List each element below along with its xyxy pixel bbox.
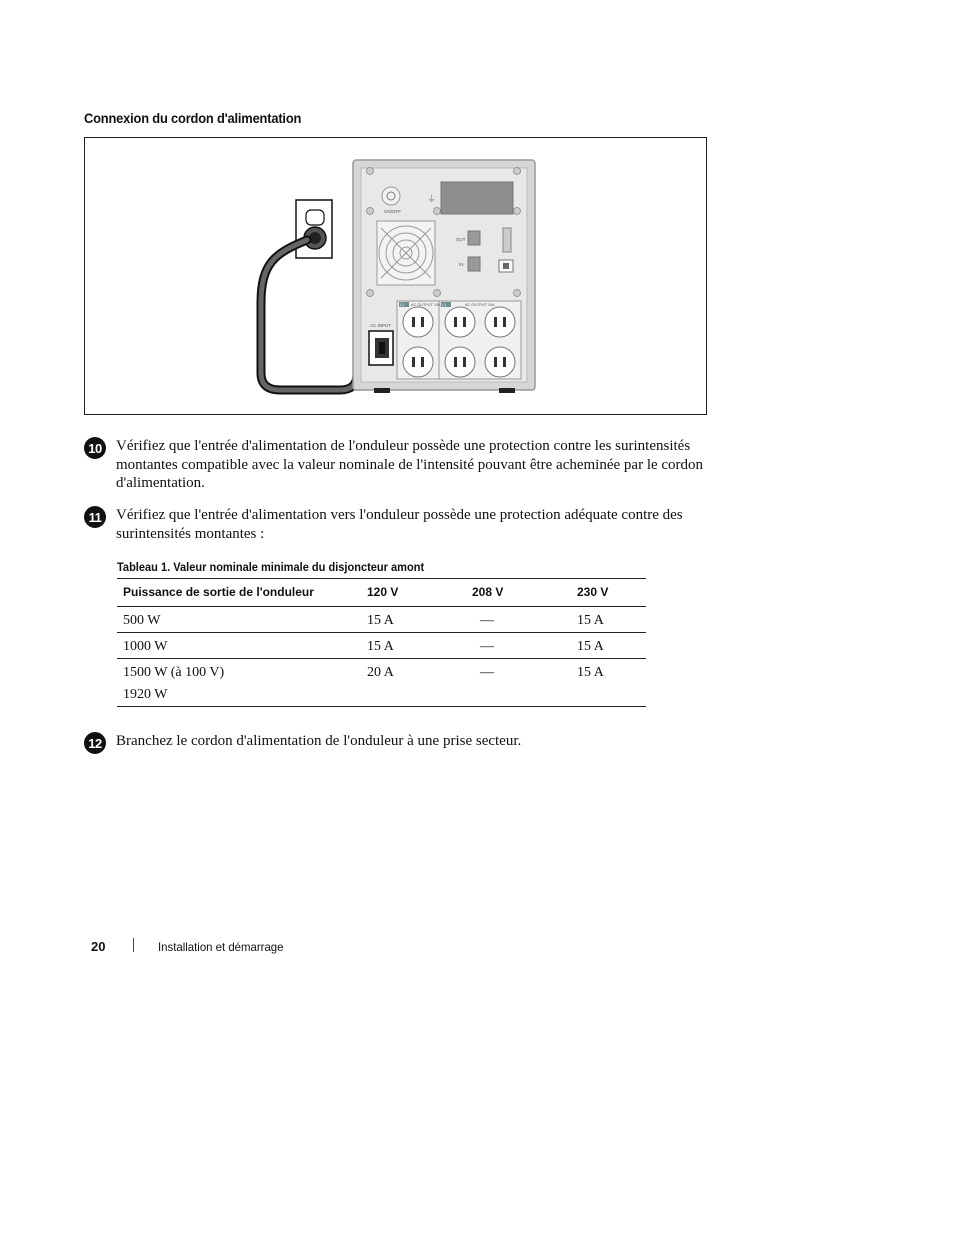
column-header: Puissance de sortie de l'onduleur (123, 585, 314, 599)
svg-text:AC OUTPUT 15A: AC OUTPUT 15A (411, 303, 441, 307)
svg-text:AC INPUT: AC INPUT (370, 323, 392, 328)
svg-text:L2: L2 (400, 303, 405, 307)
svg-text:⏚: ⏚ (427, 194, 437, 204)
ups-connection-figure (84, 137, 707, 415)
table-row (117, 659, 646, 707)
table-row (117, 607, 646, 633)
column-header: 230 V (577, 585, 609, 599)
fan-grille (377, 221, 435, 285)
table-cell: 15 A (577, 639, 604, 654)
svg-text:ON/OFF: ON/OFF (384, 209, 401, 214)
ups-rear-panel (353, 160, 535, 393)
svg-text:OUT: OUT (456, 237, 466, 242)
table-cell: 15 A (577, 613, 604, 628)
table-cell: 15 A (577, 665, 604, 680)
table-cell: — (480, 613, 494, 628)
chapter-title: Installation et démarrage (158, 940, 284, 954)
table-caption: Tableau 1. Valeur nominale minimale du disjoncteur amont (117, 560, 425, 574)
table-cell: 1000 W (123, 639, 168, 654)
table-cell: 1500 W (à 100 V) (123, 665, 225, 680)
step-number-badge: 12 (84, 732, 106, 754)
page-number: 20 (91, 939, 106, 954)
step-text: Vérifiez que l'entrée d'alimentation de l'onduleur possède une protection contre les surintensités montantes compatible avec la valeur nominale de l'intensité pouvant être acheminée par le cordon d'alimentation. (116, 438, 704, 491)
table-row (117, 633, 646, 659)
wall-outlet-illustration (296, 200, 332, 258)
step-text: Vérifiez que l'entrée d'alimentation vers l'onduleur possède une protection adéquate contre des surintensités montantes : (116, 507, 683, 542)
table-cell: — (480, 639, 494, 654)
table-cell: 1920 W (123, 687, 168, 702)
footer-divider (133, 938, 134, 952)
step-text: Branchez le cordon d'alimentation de l'onduleur à une prise secteur. (116, 733, 522, 749)
table-cell: — (480, 665, 494, 680)
svg-text:IN: IN (459, 262, 464, 267)
table-cell: 15 A (367, 639, 394, 654)
table-cell: 15 A (367, 613, 394, 628)
step-number-badge: 11 (84, 506, 106, 528)
section-title: Connexion du cordon d'alimentation (84, 110, 302, 126)
table-cell: 500 W (123, 613, 161, 628)
breaker-rating-table (117, 578, 646, 707)
step-number-badge: 10 (84, 437, 106, 459)
table-header-row (117, 579, 646, 607)
column-header: 120 V (367, 585, 399, 599)
svg-text:L1: L1 (442, 303, 447, 307)
column-header: 208 V (472, 585, 504, 599)
table-cell: 20 A (367, 665, 394, 680)
svg-text:AC OUTPUT 15A: AC OUTPUT 15A (465, 303, 495, 307)
